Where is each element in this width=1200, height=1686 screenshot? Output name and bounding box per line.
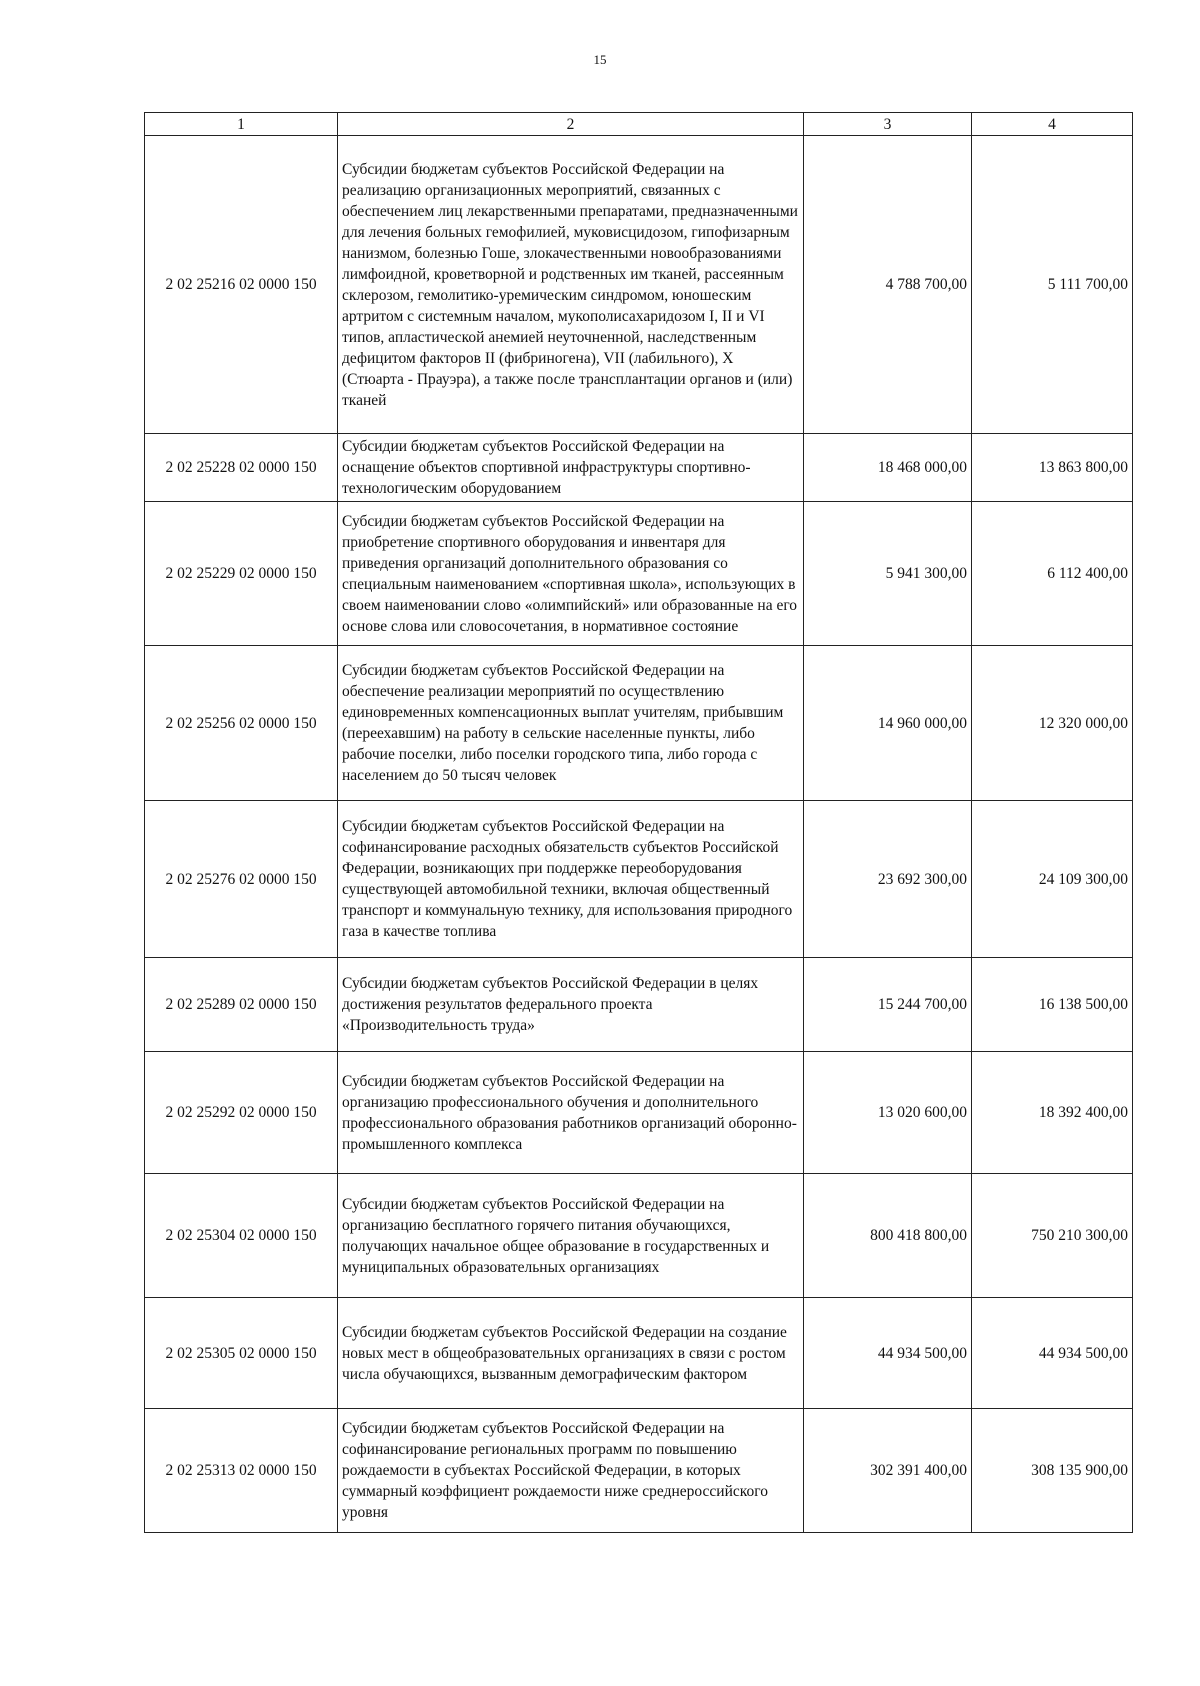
header-col-3: 3 [804,113,972,136]
budget-code: 2 02 25276 02 0000 150 [145,801,338,958]
budget-code: 2 02 25292 02 0000 150 [145,1052,338,1174]
table-row [145,646,1133,801]
description: Субсидии бюджетам субъектов Российской Федерации в целях достижения результатов федерального проекта «Производительность труда» [338,958,804,1052]
amount-col-3: 800 418 800,00 [804,1174,972,1298]
amount-col-3: 15 244 700,00 [804,958,972,1052]
amount-col-4: 44 934 500,00 [972,1298,1133,1409]
table-row [145,801,1133,958]
amount-col-3: 14 960 000,00 [804,646,972,801]
amount-col-4: 750 210 300,00 [972,1174,1133,1298]
table-body [145,136,1133,1533]
amount-col-3: 4 788 700,00 [804,136,972,434]
budget-table [144,112,1133,1533]
amount-col-3: 13 020 600,00 [804,1052,972,1174]
page-number: 15 [593,52,607,67]
table-row [145,136,1133,434]
table-row [145,502,1133,646]
amount-col-4: 24 109 300,00 [972,801,1133,958]
budget-code: 2 02 25228 02 0000 150 [145,434,338,502]
description: Субсидии бюджетам субъектов Российской Федерации на оснащение объектов спортивной инфраструктуры спортивно-технологическим оборудованием [338,434,804,502]
description: Субсидии бюджетам субъектов Российской Федерации на софинансирование региональных программ по повышению рождаемости в субъектах Российской Федерации, в которых суммарный коэффициент рождаемости ниже среднероссийского уровня [338,1409,804,1533]
amount-col-4: 18 392 400,00 [972,1052,1133,1174]
table-row [145,1174,1133,1298]
header-col-4: 4 [972,113,1133,136]
amount-col-4: 12 320 000,00 [972,646,1133,801]
amount-col-4: 5 111 700,00 [972,136,1133,434]
budget-code: 2 02 25305 02 0000 150 [145,1298,338,1409]
description: Субсидии бюджетам субъектов Российской Федерации на организацию бесплатного горячего питания обучающихся, получающих начальное общее образование в государственных и муниципальных образовательных организациях [338,1174,804,1298]
description: Субсидии бюджетам субъектов Российской Федерации на софинансирование расходных обязательств субъектов Российской Федерации, возникающих при поддержке переоборудования существующей автомобильной техники, включая общественный транспорт и коммунальную технику, для использования природного газа в качестве топлива [338,801,804,958]
amount-col-3: 18 468 000,00 [804,434,972,502]
table-header [145,113,1133,136]
description: Субсидии бюджетам субъектов Российской Федерации на организацию профессионального обучения и дополнительного профессионального образования работников организаций оборонно-промышленного комплекса [338,1052,804,1174]
budget-code: 2 02 25216 02 0000 150 [145,136,338,434]
table-row [145,434,1133,502]
budget-code: 2 02 25304 02 0000 150 [145,1174,338,1298]
amount-col-3: 302 391 400,00 [804,1409,972,1533]
header-row [145,113,1133,136]
table-row [145,1409,1133,1533]
description: Субсидии бюджетам субъектов Российской Федерации на обеспечение реализации мероприятий по осуществлению единовременных компенсационных выплат учителям, прибывшим (переехавшим) на работу в сельские населенные пункты, либо рабочие поселки, либо поселки городского типа, либо города с населением до 50 тысяч человек [338,646,804,801]
table-row [145,1052,1133,1174]
header-col-1: 1 [145,113,338,136]
table-row [145,1298,1133,1409]
budget-code: 2 02 25289 02 0000 150 [145,958,338,1052]
description: Субсидии бюджетам субъектов Российской Федерации на создание новых мест в общеобразовательных организациях в связи с ростом числа обучающихся, вызванным демографическим фактором [338,1298,804,1409]
amount-col-4: 16 138 500,00 [972,958,1133,1052]
amount-col-4: 308 135 900,00 [972,1409,1133,1533]
budget-code: 2 02 25229 02 0000 150 [145,502,338,646]
amount-col-4: 13 863 800,00 [972,434,1133,502]
description: Субсидии бюджетам субъектов Российской Федерации на приобретение спортивного оборудования и инвентаря для приведения организаций дополнительного образования со специальным наименованием «спортивная школа», использующих в своем наименовании слово «олимпийский» или образованные на его основе слова или словосочетания, в нормативное состояние [338,502,804,646]
amount-col-3: 5 941 300,00 [804,502,972,646]
amount-col-3: 44 934 500,00 [804,1298,972,1409]
amount-col-4: 6 112 400,00 [972,502,1133,646]
budget-code: 2 02 25313 02 0000 150 [145,1409,338,1533]
budget-code: 2 02 25256 02 0000 150 [145,646,338,801]
header-col-2: 2 [338,113,804,136]
description: Субсидии бюджетам субъектов Российской Федерации на реализацию организационных мероприятий, связанных с обеспечением лиц лекарственными препаратами, предназначенными для лечения больных гемофилией, муковисцидозом, гипофизарным нанизмом, болезнью Гоше, злокачественными новообразованиями лимфоидной, кроветворной и родственных им тканей, рассеянным склерозом, гемолитико-уремическим синдромом, юношеским артритом с системным началом, мукополисахаридозом I, II и VI типов, апластической анемией неуточненной, наследственным дефицитом факторов II (фибриногена), VII (лабильного), X (Стюарта - Прауэра), а также после трансплантации органов и (или) тканей [338,136,804,434]
amount-col-3: 23 692 300,00 [804,801,972,958]
table-row [145,958,1133,1052]
